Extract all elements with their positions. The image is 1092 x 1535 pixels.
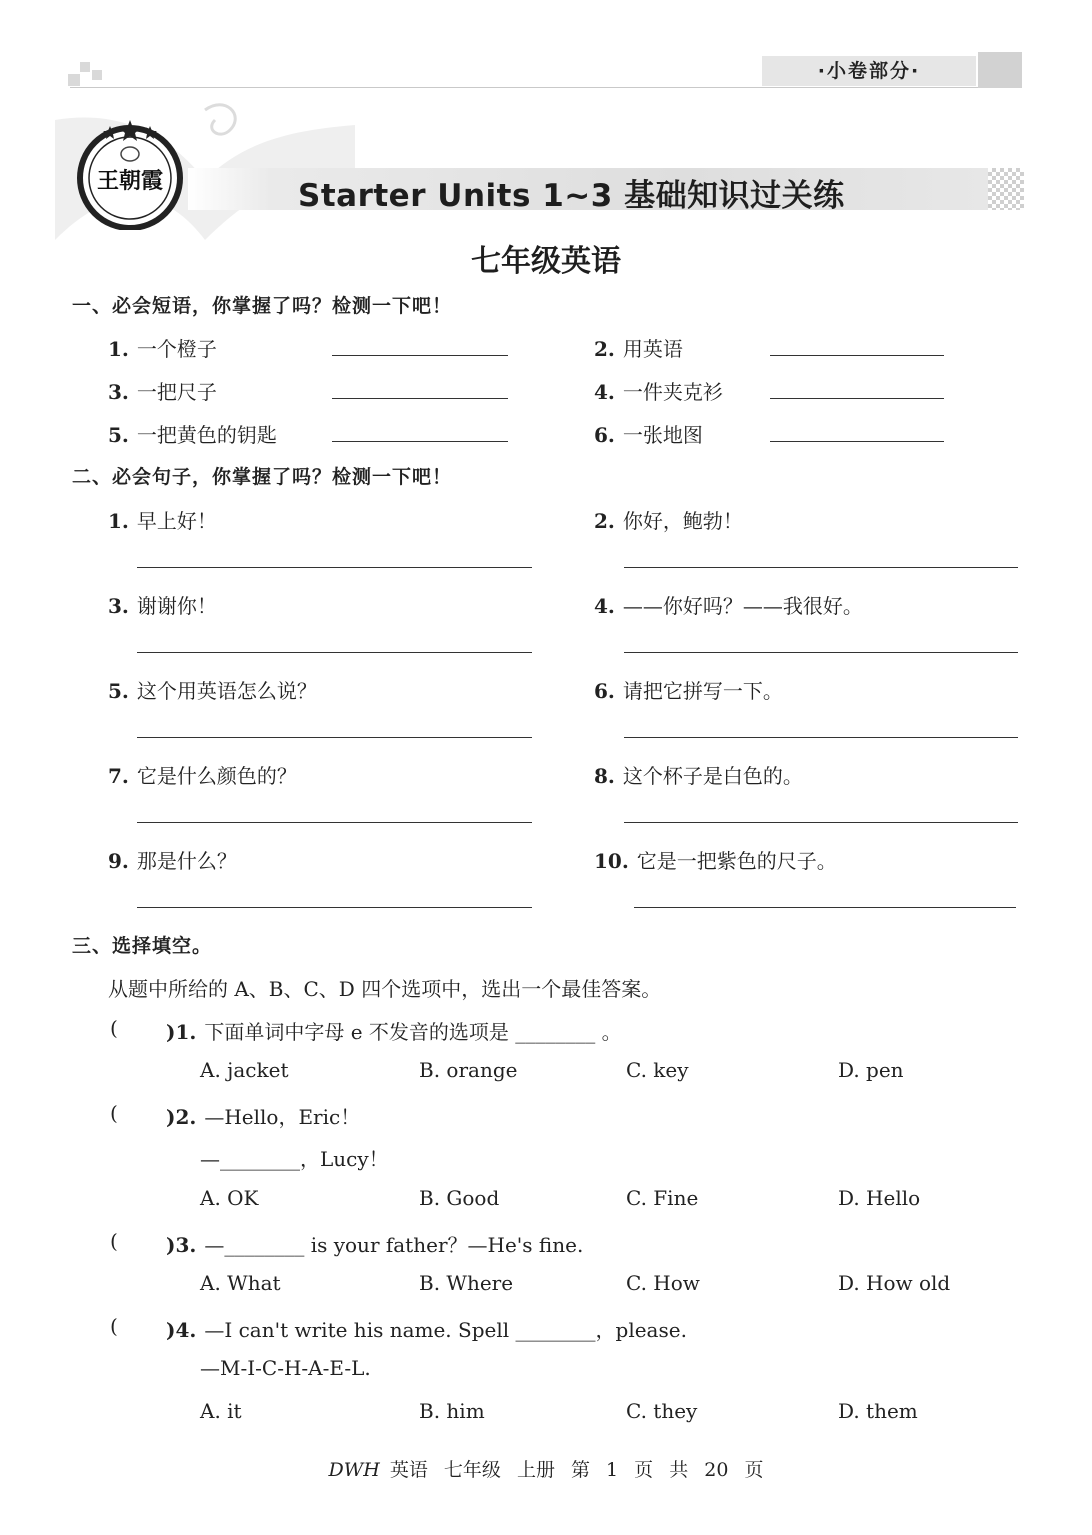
answer-line[interactable]: [137, 822, 532, 823]
corner-decoration: [68, 62, 108, 88]
sentence-item: 2. 你好，鲍勃！: [594, 509, 743, 533]
footer-code: DWH: [328, 1459, 380, 1481]
question-line2: —M-I-C-H-A-E-L.: [200, 1356, 371, 1380]
sentence-item: 9. 那是什么？: [108, 849, 237, 873]
option-d[interactable]: D. How old: [838, 1271, 951, 1295]
page-title: 七年级英语: [471, 244, 621, 279]
option-a[interactable]: A. jacket: [200, 1058, 289, 1082]
sentence-item: 1. 早上好！: [108, 509, 217, 533]
question-line2: —________，Lucy！: [200, 1147, 389, 1171]
option-c[interactable]: C. they: [626, 1399, 698, 1423]
phrase-item: 1. 一个橙子: [108, 337, 217, 361]
sentence-item: 5. 这个用英语怎么说？: [108, 679, 317, 703]
option-b[interactable]: B. him: [419, 1399, 485, 1423]
sentence-item: 8. 这个杯子是白色的。: [594, 764, 803, 788]
question-stem: )2. —Hello，Eric！: [166, 1105, 361, 1129]
part1-heading: 一、必会短语，你掌握了吗？检测一下吧！: [72, 295, 453, 317]
answer-bracket[interactable]: (: [110, 1101, 118, 1125]
answer-line[interactable]: [137, 737, 532, 738]
option-b[interactable]: B. orange: [419, 1058, 518, 1082]
option-c[interactable]: C. Fine: [626, 1186, 699, 1210]
sentence-item: 6. 请把它拼写一下。: [594, 679, 783, 703]
answer-line[interactable]: [624, 652, 1018, 653]
answer-blank[interactable]: [332, 355, 508, 356]
option-a[interactable]: A. it: [200, 1399, 242, 1423]
answer-line[interactable]: [137, 652, 532, 653]
answer-bracket[interactable]: (: [110, 1229, 118, 1253]
brand-logo: [74, 118, 186, 230]
phrase-item: 4. 一件夹克衫: [594, 380, 723, 404]
page-footer: [0, 1455, 1092, 1482]
option-d[interactable]: D. Hello: [838, 1186, 921, 1210]
phrase-item: 6. 一张地图: [594, 423, 703, 447]
answer-bracket[interactable]: (: [110, 1314, 118, 1338]
question-stem: )3. —________ is your father？—He's fine.: [166, 1233, 584, 1257]
phrase-item: 3. 一把尺子: [108, 380, 217, 404]
sentence-item: 7. 它是什么颜色的？: [108, 764, 297, 788]
footer-text: 英语 七年级 上册 第 1 页 共 20 页: [389, 1459, 764, 1481]
option-d[interactable]: D. them: [838, 1399, 918, 1423]
part2-heading: 二、必会句子，你掌握了吗？检测一下吧！: [72, 466, 453, 488]
header-rule: [70, 87, 1022, 88]
question-stem: )1. 下面单词中字母 e 不发音的选项是 ________ 。: [166, 1020, 622, 1044]
question-stem: )4. —I can't write his name. Spell ________，please.: [166, 1318, 687, 1342]
answer-line[interactable]: [137, 567, 532, 568]
answer-blank[interactable]: [770, 355, 944, 356]
section-tag-block: [978, 52, 1022, 88]
title-checker-decoration: [988, 168, 1024, 210]
answer-line[interactable]: [624, 822, 1018, 823]
unit-title: Starter Units 1~3 基础知识过关练: [298, 178, 845, 214]
section-tag: ·小卷部分·: [762, 56, 976, 86]
option-c[interactable]: C. How: [626, 1271, 700, 1295]
part3-heading: 三、选择填空。: [72, 935, 213, 957]
option-a[interactable]: A. What: [200, 1271, 281, 1295]
answer-line[interactable]: [634, 907, 1016, 908]
sentence-item: 4. ——你好吗？——我很好。: [594, 594, 863, 618]
answer-line[interactable]: [624, 737, 1018, 738]
sentence-item: 10. 它是一把紫色的尺子。: [594, 849, 837, 873]
answer-line[interactable]: [137, 907, 532, 908]
answer-bracket[interactable]: (: [110, 1016, 118, 1040]
answer-blank[interactable]: [770, 441, 944, 442]
part3-instruction: 从题中所给的 A、B、C、D 四个选项中，选出一个最佳答案。: [108, 977, 662, 1001]
phrase-item: 5. 一把黄色的钥匙: [108, 423, 277, 447]
answer-line[interactable]: [624, 567, 1018, 568]
option-b[interactable]: B. Good: [419, 1186, 500, 1210]
option-a[interactable]: A. OK: [200, 1186, 259, 1210]
option-c[interactable]: C. key: [626, 1058, 689, 1082]
phrase-item: 2. 用英语: [594, 337, 683, 361]
option-b[interactable]: B. Where: [419, 1271, 514, 1295]
answer-blank[interactable]: [332, 398, 508, 399]
answer-blank[interactable]: [332, 441, 508, 442]
sentence-item: 3. 谢谢你！: [108, 594, 217, 618]
answer-blank[interactable]: [770, 398, 944, 399]
svg-text:王朝霞: 王朝霞: [96, 168, 164, 194]
option-d[interactable]: D. pen: [838, 1058, 904, 1082]
